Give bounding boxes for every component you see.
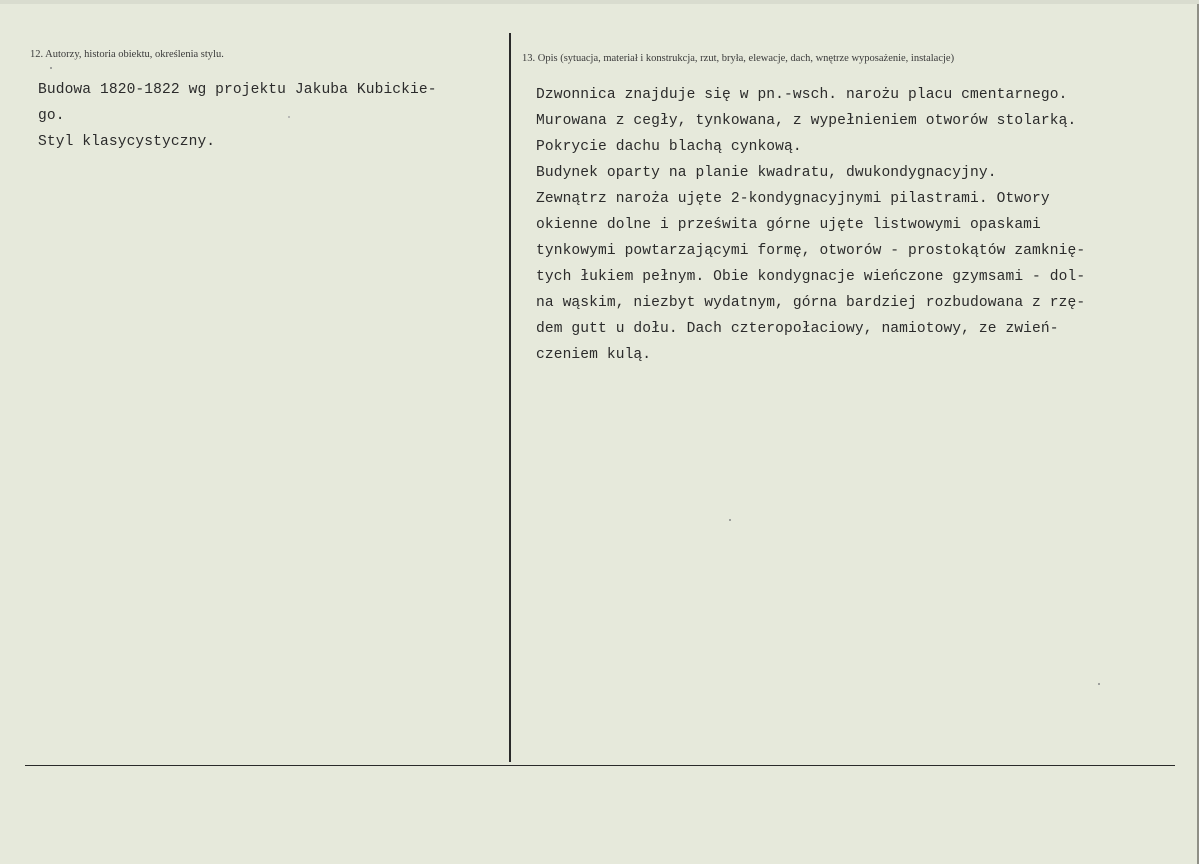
card-top-edge (0, 0, 1199, 4)
section-12-line: Budowa 1820-1822 wg projektu Jakuba Kubickie- (38, 82, 437, 98)
section-13-line: dem gutt u dołu. Dach czteropołaciowy, namiotowy, ze zwień- (536, 321, 1059, 337)
paper-speck (50, 67, 52, 69)
section-13-line: Pokrycie dachu blachą cynkową. (536, 139, 802, 155)
section-13-line: czeniem kulą. (536, 347, 652, 363)
paper-speck (1098, 683, 1100, 685)
paper-speck (729, 519, 731, 521)
section-12-header: 12. Autorzy, historia obiektu, określenia stylu. (30, 49, 224, 60)
section-13-line: Budynek oparty na planie kwadratu, dwukondygnacyjny. (536, 165, 997, 181)
section-13-line: okienne dolne i prześwita górne ujęte listwowymi opaskami (536, 217, 1041, 233)
section-13-line: Murowana z cegły, tynkowana, z wypełnieniem otworów stolarką. (536, 113, 1077, 129)
section-13-line: Dzwonnica znajduje się w pn.-wsch. narożu placu cmentarnego. (536, 87, 1068, 103)
column-divider (509, 33, 511, 762)
paper-speck (288, 116, 290, 118)
bottom-rule (25, 765, 1175, 766)
section-13-line: tynkowymi powtarzającymi formę, otworów - prostokątów zamknię- (536, 243, 1086, 259)
section-13-line: Zewnątrz naroża ujęte 2-kondygnacyjnymi pilastrami. Otwory (536, 191, 1050, 207)
section-13-line: tych łukiem pełnym. Obie kondygnacje wieńczone gzymsami - dol- (536, 269, 1086, 285)
section-13-line: na wąskim, niezbyt wydatnym, górna bardziej rozbudowana z rzę- (536, 295, 1086, 311)
section-13-header: 13. Opis (sytuacja, materiał i konstrukcja, rzut, bryła, elewacje, dach, wnętrze wyposażenie, instalacje) (522, 53, 955, 64)
section-12-line: go. (38, 108, 65, 124)
section-12-line: Styl klasycystyczny. (38, 134, 216, 150)
